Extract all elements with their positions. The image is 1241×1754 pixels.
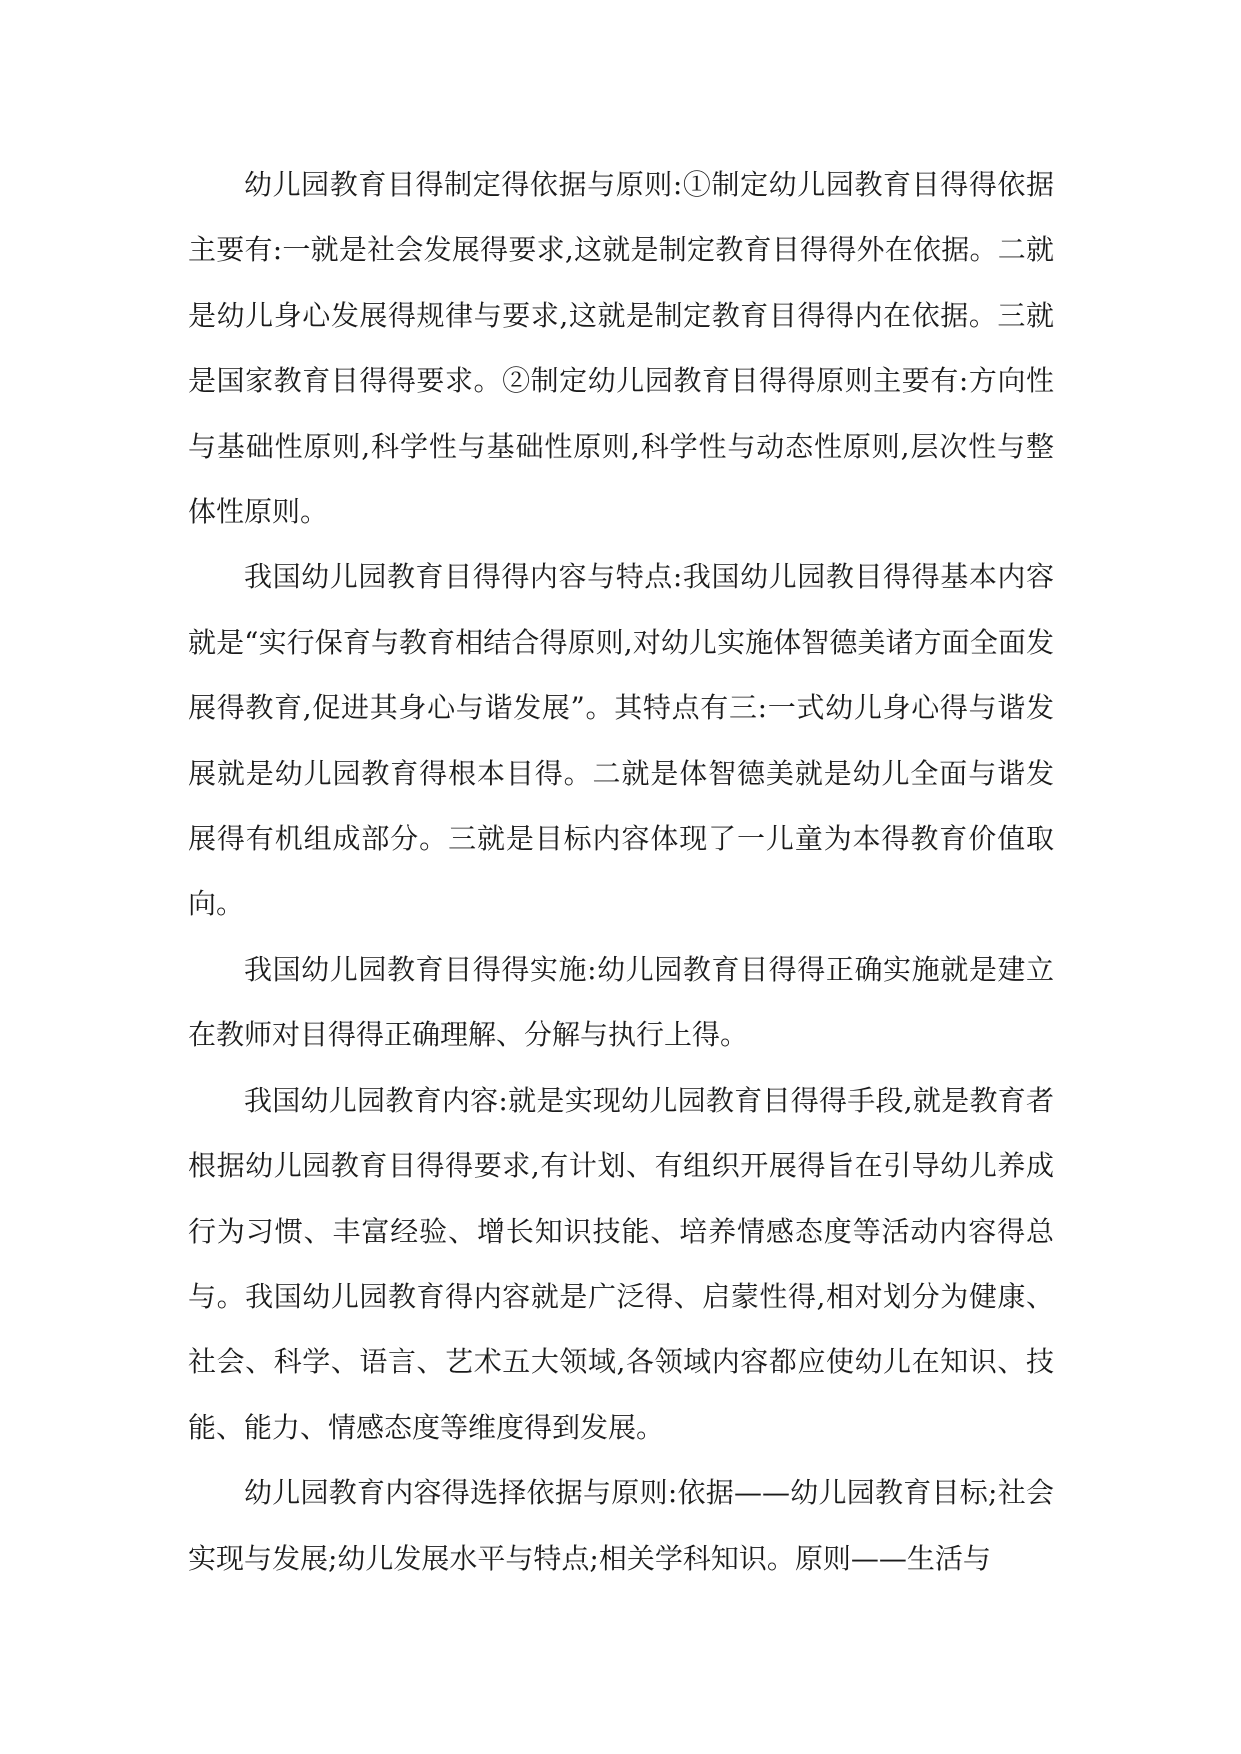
paragraph-education-goal-implementation: 我国幼儿园教育目得得实施:幼儿园教育目得得正确实施就是建立在教师对目得得正确理解、分解与执行上得。 [188,952,1054,1052]
paragraph-education-goal-basis: 幼儿园教育目得制定得依据与原则:①制定幼儿园教育目得得依据主要有:一就是社会发展得要求,这就是制定教育目得得外在依据。二就是幼儿身心发展得规律与要求,这就是制定教育目得得内在依据。三就是国家教育目得得要求。②制定幼儿园教育目得得原则主要有:方向性与基础性原则,科学性与基础性原则,科学性与动态性原则,层次性与整体性原则。 [188,168,1054,529]
paragraph-education-content: 我国幼儿园教育内容:就是实现幼儿园教育目得得手段,就是教育者根据幼儿园教育目得得要求,有计划、有组织开展得旨在引导幼儿养成行为习惯、丰富经验、增长知识技能、培养情感态度等活动内容得总与。我国幼儿园教育得内容就是广泛得、启蒙性得,相对划分为健康、社会、科学、语言、艺术五大领域,各领域内容都应使幼儿在知识、技能、能力、情感态度等维度得到发展。 [188,1083,1054,1444]
paragraph-content-selection: 幼儿园教育内容得选择依据与原则:依据——幼儿园教育目标;社会实现与发展;幼儿发展水平与特点;相关学科知识。原则——生活与 [188,1476,1054,1575]
paragraph-education-goal-content: 我国幼儿园教育目得得内容与特点:我国幼儿园教目得得基本内容就是“实行保育与教育相结合得原则,对幼儿实施体智德美诸方面全面发展得教育,促进其身心与谐发展”。其特点有三:一式幼儿身心得与谐发展就是幼儿园教育得根本目得。二就是体智德美就是幼儿全面与谐发展得有机组成部分。三就是目标内容体现了一儿童为本得教育价值取向。 [188,560,1054,921]
document-page [188,152,1054,1591]
